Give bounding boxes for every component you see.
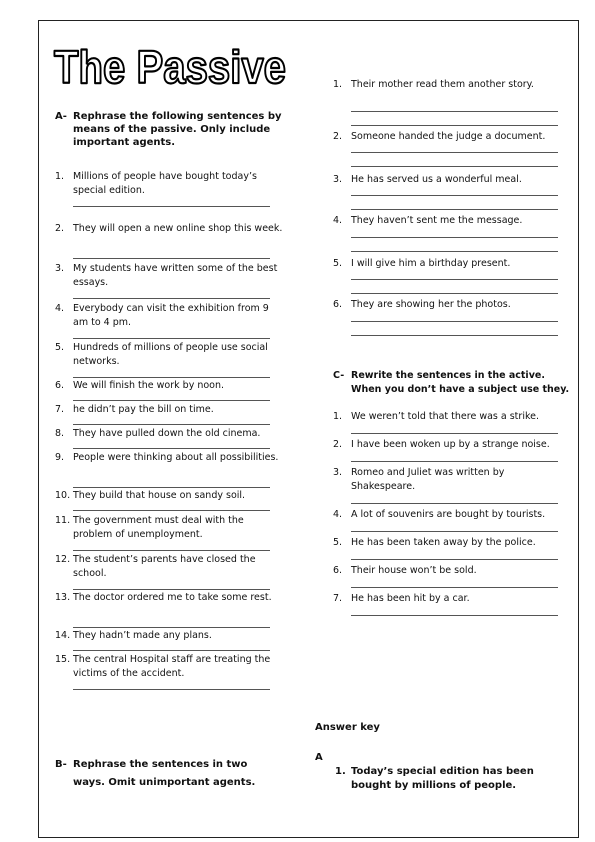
section-b-letter: B- bbox=[55, 759, 67, 770]
answer-line[interactable] bbox=[73, 424, 270, 425]
answer-line[interactable] bbox=[351, 111, 558, 112]
answer-line[interactable] bbox=[351, 293, 558, 294]
answer-line[interactable] bbox=[73, 206, 270, 207]
answer-key-title: Answer key bbox=[315, 722, 380, 733]
section-a-letter: A- bbox=[55, 111, 67, 122]
answer-key-letter: A bbox=[315, 752, 323, 763]
page-title bbox=[52, 36, 292, 92]
answer-line[interactable] bbox=[73, 448, 270, 449]
answer-line[interactable] bbox=[73, 627, 270, 628]
answer-line[interactable] bbox=[351, 279, 558, 280]
answer-line[interactable] bbox=[73, 550, 270, 551]
answer-line[interactable] bbox=[351, 166, 558, 167]
answer-line[interactable] bbox=[351, 559, 558, 560]
answer-line[interactable] bbox=[73, 377, 270, 378]
section-c-letter: C- bbox=[333, 370, 345, 381]
answer-line[interactable] bbox=[351, 195, 558, 196]
answer-line[interactable] bbox=[351, 152, 558, 153]
answer-line[interactable] bbox=[351, 237, 558, 238]
answer-line[interactable] bbox=[351, 335, 558, 336]
answer-line[interactable] bbox=[73, 589, 270, 590]
answer-line[interactable] bbox=[73, 487, 270, 488]
answer-line[interactable] bbox=[351, 433, 558, 434]
page-title-text: The Passive bbox=[54, 41, 286, 93]
answer-line[interactable] bbox=[351, 615, 558, 616]
answer-line[interactable] bbox=[73, 400, 270, 401]
section-a-instruction: Rephrase the following sentences by means of the passive. Only include important agents. bbox=[73, 111, 282, 148]
answer-line[interactable] bbox=[351, 587, 558, 588]
section-b-instruction: Rephrase the sentences in two ways. Omit unimportant agents. bbox=[73, 759, 256, 788]
answer-line[interactable] bbox=[351, 125, 558, 126]
answer-line[interactable] bbox=[351, 503, 558, 504]
answer-line[interactable] bbox=[73, 258, 270, 259]
section-c-instruction: Rewrite the sentences in the active. When you don’t have a subject use they. bbox=[351, 370, 570, 395]
answer-line[interactable] bbox=[73, 338, 270, 339]
answer-line[interactable] bbox=[351, 209, 558, 210]
answer-line[interactable] bbox=[73, 298, 270, 299]
answer-line[interactable] bbox=[73, 689, 270, 690]
answer-line[interactable] bbox=[73, 510, 270, 511]
answer-line[interactable] bbox=[351, 461, 558, 462]
answer-line[interactable] bbox=[351, 321, 558, 322]
answer-line[interactable] bbox=[351, 251, 558, 252]
answer-line[interactable] bbox=[351, 531, 558, 532]
answer-line[interactable] bbox=[73, 650, 270, 651]
